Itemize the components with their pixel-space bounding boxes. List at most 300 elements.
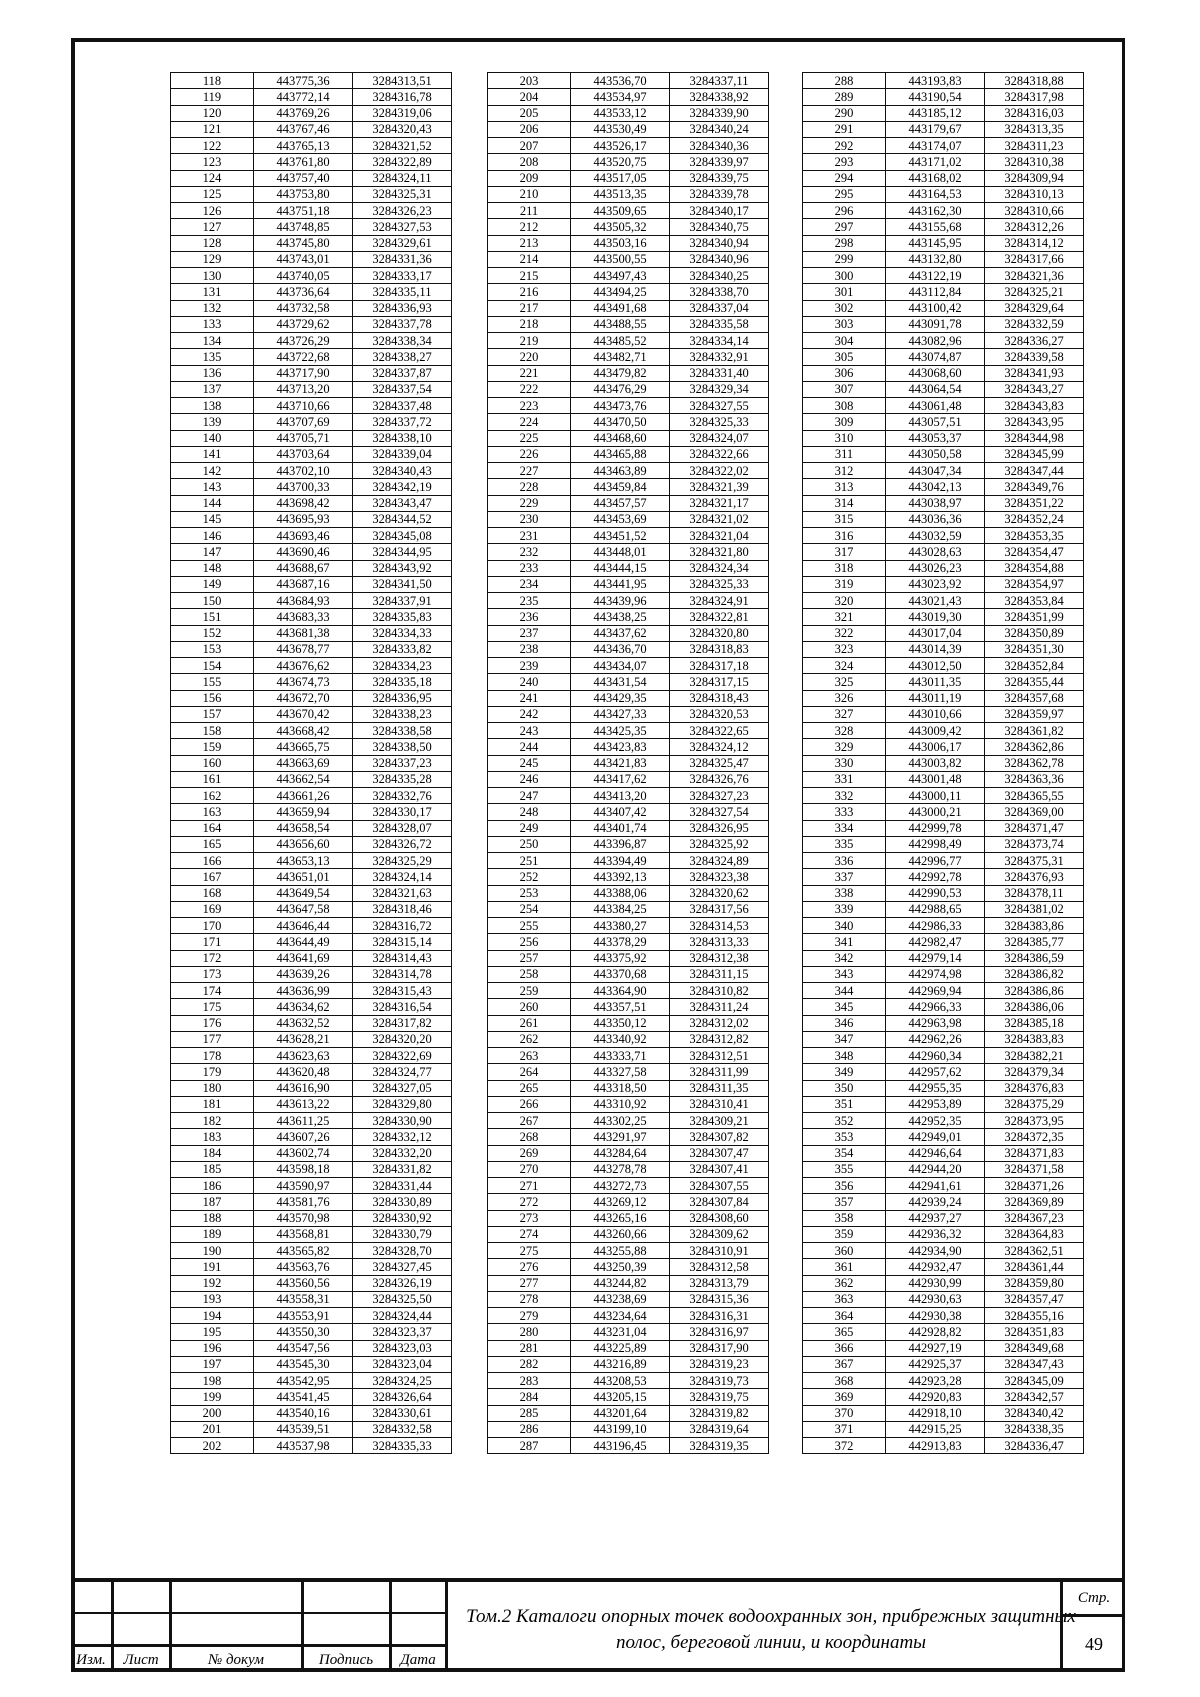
table-row [803,934,1084,950]
table-row [488,138,769,154]
x-coordinate-cell: 443388,06 [571,885,670,901]
y-coordinate-cell: 3284386,06 [985,999,1084,1015]
y-coordinate-cell: 3284347,43 [985,1356,1084,1372]
y-coordinate-cell: 3284338,35 [985,1421,1084,1437]
y-coordinate-cell: 3284367,23 [985,1210,1084,1226]
point-number-cell: 167 [171,869,254,885]
x-coordinate-cell: 442979,14 [886,950,985,966]
y-coordinate-cell: 3284308,60 [670,1210,769,1226]
point-number-cell: 324 [803,658,886,674]
table-row [803,869,1084,885]
x-coordinate-cell: 443526,17 [571,138,670,154]
x-coordinate-cell: 443272,73 [571,1178,670,1194]
y-coordinate-cell: 3284344,98 [985,430,1084,446]
y-coordinate-cell: 3284317,66 [985,251,1084,267]
table-row [171,203,452,219]
y-coordinate-cell: 3284316,54 [353,999,452,1015]
table-row [488,966,769,982]
point-number-cell: 263 [488,1048,571,1064]
point-number-cell: 193 [171,1291,254,1307]
x-coordinate-cell: 443722,68 [254,349,353,365]
table-row [171,885,452,901]
table-row [488,1275,769,1291]
x-coordinate-cell: 442939,24 [886,1194,985,1210]
y-coordinate-cell: 3284338,50 [353,739,452,755]
x-coordinate-cell: 443541,45 [254,1389,353,1405]
y-coordinate-cell: 3284340,17 [670,203,769,219]
y-coordinate-cell: 3284351,30 [985,641,1084,657]
y-coordinate-cell: 3284383,83 [985,1031,1084,1047]
y-coordinate-cell: 3284343,83 [985,398,1084,414]
table-row [171,73,452,89]
x-coordinate-cell: 443563,76 [254,1259,353,1275]
y-coordinate-cell: 3284326,23 [353,203,452,219]
x-coordinate-cell: 443112,84 [886,284,985,300]
table-row [488,918,769,934]
table-row [488,544,769,560]
point-number-cell: 130 [171,268,254,284]
y-coordinate-cell: 3284336,47 [985,1438,1084,1454]
table-row [488,1389,769,1405]
point-number-cell: 311 [803,446,886,462]
point-number-cell: 351 [803,1096,886,1112]
x-coordinate-cell: 443350,12 [571,1015,670,1031]
point-number-cell: 277 [488,1275,571,1291]
y-coordinate-cell: 3284341,93 [985,365,1084,381]
x-coordinate-cell: 443396,87 [571,836,670,852]
point-number-cell: 259 [488,983,571,999]
point-number-cell: 190 [171,1243,254,1259]
table-row [488,560,769,576]
x-coordinate-cell: 443703,64 [254,446,353,462]
point-number-cell: 350 [803,1080,886,1096]
y-coordinate-cell: 3284357,68 [985,690,1084,706]
point-number-cell: 262 [488,1031,571,1047]
y-coordinate-cell: 3284376,93 [985,869,1084,885]
x-coordinate-cell: 442996,77 [886,853,985,869]
point-number-cell: 243 [488,723,571,739]
document-title: Том.2 Каталоги опорных точек водоохранных зон, прибрежных защитных полос, береговой линии, и координаты [466,1606,1076,1653]
table-row [488,333,769,349]
y-coordinate-cell: 3284317,18 [670,658,769,674]
point-number-cell: 217 [488,300,571,316]
x-coordinate-cell: 443751,18 [254,203,353,219]
table-row [803,154,1084,170]
table-row [488,203,769,219]
y-coordinate-cell: 3284362,86 [985,739,1084,755]
point-number-cell: 125 [171,186,254,202]
x-coordinate-cell: 443517,05 [571,170,670,186]
x-coordinate-cell: 443565,82 [254,1243,353,1259]
point-number-cell: 147 [171,544,254,560]
table-row [488,999,769,1015]
point-number-cell: 299 [803,251,886,267]
point-number-cell: 208 [488,154,571,170]
point-number-cell: 164 [171,820,254,836]
table-row [171,836,452,852]
point-number-cell: 353 [803,1129,886,1145]
point-number-cell: 249 [488,820,571,836]
point-number-cell: 340 [803,918,886,934]
table-row [488,446,769,462]
y-coordinate-cell: 3284330,90 [353,1113,452,1129]
point-number-cell: 146 [171,528,254,544]
y-coordinate-cell: 3284339,04 [353,446,452,462]
table-row [803,1340,1084,1356]
point-number-cell: 173 [171,966,254,982]
table-row [171,1275,452,1291]
x-coordinate-cell: 443155,68 [886,219,985,235]
table-row [488,609,769,625]
point-number-cell: 119 [171,89,254,105]
x-coordinate-cell: 443775,36 [254,73,353,89]
point-number-cell: 176 [171,1015,254,1031]
point-number-cell: 227 [488,463,571,479]
table-row [171,300,452,316]
point-number-cell: 179 [171,1064,254,1080]
x-coordinate-cell: 443683,33 [254,609,353,625]
x-coordinate-cell: 443255,88 [571,1243,670,1259]
table-row [803,138,1084,154]
table-row [488,983,769,999]
y-coordinate-cell: 3284324,07 [670,430,769,446]
table-row [488,1243,769,1259]
point-number-cell: 183 [171,1129,254,1145]
table-row [171,349,452,365]
y-coordinate-cell: 3284311,35 [670,1080,769,1096]
x-coordinate-cell: 442962,26 [886,1031,985,1047]
y-coordinate-cell: 3284371,58 [985,1161,1084,1177]
coordinates-table-2 [487,72,769,1454]
table-row [171,1113,452,1129]
x-coordinate-cell: 443190,54 [886,89,985,105]
point-number-cell: 157 [171,706,254,722]
y-coordinate-cell: 3284337,23 [353,755,452,771]
y-coordinate-cell: 3284363,36 [985,771,1084,787]
x-coordinate-cell: 443193,83 [886,73,985,89]
x-coordinate-cell: 443441,95 [571,576,670,592]
point-number-cell: 345 [803,999,886,1015]
table-row [171,154,452,170]
point-number-cell: 245 [488,755,571,771]
x-coordinate-cell: 443649,54 [254,885,353,901]
point-number-cell: 254 [488,901,571,917]
x-coordinate-cell: 443705,71 [254,430,353,446]
y-coordinate-cell: 3284382,21 [985,1048,1084,1064]
x-coordinate-cell: 443205,15 [571,1389,670,1405]
table-row [803,1291,1084,1307]
table-row [171,170,452,186]
point-number-cell: 225 [488,430,571,446]
y-coordinate-cell: 3284310,66 [985,203,1084,219]
point-number-cell: 278 [488,1291,571,1307]
point-number-cell: 310 [803,430,886,446]
x-coordinate-cell: 443064,54 [886,381,985,397]
y-coordinate-cell: 3284375,29 [985,1096,1084,1112]
point-number-cell: 270 [488,1161,571,1177]
x-coordinate-cell: 442990,53 [886,885,985,901]
table-row [803,1373,1084,1389]
y-coordinate-cell: 3284350,89 [985,625,1084,641]
point-number-cell: 126 [171,203,254,219]
x-coordinate-cell: 442930,63 [886,1291,985,1307]
x-coordinate-cell: 443375,92 [571,950,670,966]
x-coordinate-cell: 443717,90 [254,365,353,381]
table-row [488,235,769,251]
point-number-cell: 118 [171,73,254,89]
x-coordinate-cell: 443244,82 [571,1275,670,1291]
x-coordinate-cell: 443674,73 [254,674,353,690]
x-coordinate-cell: 443545,30 [254,1356,353,1372]
table-row [803,170,1084,186]
table-row [488,89,769,105]
y-coordinate-cell: 3284329,64 [985,300,1084,316]
point-number-cell: 248 [488,804,571,820]
y-coordinate-cell: 3284340,43 [353,463,452,479]
y-coordinate-cell: 3284312,38 [670,950,769,966]
x-coordinate-cell: 443057,51 [886,414,985,430]
y-coordinate-cell: 3284335,33 [353,1438,452,1454]
y-coordinate-cell: 3284315,36 [670,1291,769,1307]
point-number-cell: 194 [171,1308,254,1324]
x-coordinate-cell: 443568,81 [254,1226,353,1242]
y-coordinate-cell: 3284332,20 [353,1145,452,1161]
table-row [803,528,1084,544]
table-row [488,593,769,609]
y-coordinate-cell: 3284313,33 [670,934,769,950]
point-number-cell: 302 [803,300,886,316]
point-number-cell: 292 [803,138,886,154]
y-coordinate-cell: 3284326,72 [353,836,452,852]
y-coordinate-cell: 3284336,27 [985,333,1084,349]
x-coordinate-cell: 443370,68 [571,966,670,982]
table-row [171,1161,452,1177]
point-number-cell: 220 [488,349,571,365]
x-coordinate-cell: 442925,37 [886,1356,985,1372]
table-row [488,1145,769,1161]
y-coordinate-cell: 3284325,50 [353,1291,452,1307]
x-coordinate-cell: 443196,45 [571,1438,670,1454]
table-row [803,641,1084,657]
point-number-cell: 287 [488,1438,571,1454]
point-number-cell: 209 [488,170,571,186]
table-row [488,1161,769,1177]
table-row [171,723,452,739]
x-coordinate-cell: 443278,78 [571,1161,670,1177]
point-number-cell: 284 [488,1389,571,1405]
table-row [803,1356,1084,1372]
x-coordinate-cell: 442930,99 [886,1275,985,1291]
x-coordinate-cell: 443265,16 [571,1210,670,1226]
table-row [171,446,452,462]
point-number-cell: 175 [171,999,254,1015]
point-number-cell: 337 [803,869,886,885]
x-coordinate-cell: 443023,92 [886,576,985,592]
y-coordinate-cell: 3284362,78 [985,755,1084,771]
page-label: Стр. [1077,1590,1111,1606]
y-coordinate-cell: 3284317,98 [985,89,1084,105]
point-number-cell: 155 [171,674,254,690]
x-coordinate-cell: 443494,25 [571,284,670,300]
x-coordinate-cell: 443384,25 [571,901,670,917]
point-number-cell: 134 [171,333,254,349]
y-coordinate-cell: 3284314,43 [353,950,452,966]
point-number-cell: 160 [171,755,254,771]
x-coordinate-cell: 443260,66 [571,1226,670,1242]
table-row [171,1048,452,1064]
table-row [488,1048,769,1064]
point-number-cell: 228 [488,479,571,495]
x-coordinate-cell: 443644,49 [254,934,353,950]
table-row [171,1031,452,1047]
y-coordinate-cell: 3284332,58 [353,1421,452,1437]
y-coordinate-cell: 3284315,14 [353,934,452,950]
x-coordinate-cell: 443082,96 [886,333,985,349]
y-coordinate-cell: 3284340,42 [985,1405,1084,1421]
point-number-cell: 121 [171,121,254,137]
x-coordinate-cell: 443547,56 [254,1340,353,1356]
point-number-cell: 339 [803,901,886,917]
y-coordinate-cell: 3284359,97 [985,706,1084,722]
table-row [171,479,452,495]
x-coordinate-cell: 443503,16 [571,235,670,251]
y-coordinate-cell: 3284351,83 [985,1324,1084,1340]
table-row [171,966,452,982]
point-number-cell: 320 [803,593,886,609]
table-row [171,1291,452,1307]
point-number-cell: 189 [171,1226,254,1242]
y-coordinate-cell: 3284353,35 [985,528,1084,544]
point-number-cell: 177 [171,1031,254,1047]
point-number-cell: 343 [803,966,886,982]
x-coordinate-cell: 442969,94 [886,983,985,999]
x-coordinate-cell: 443698,42 [254,495,353,511]
y-coordinate-cell: 3284349,68 [985,1340,1084,1356]
point-number-cell: 360 [803,1243,886,1259]
y-coordinate-cell: 3284327,54 [670,804,769,820]
table-row [803,1113,1084,1129]
y-coordinate-cell: 3284337,11 [670,73,769,89]
x-coordinate-cell: 443451,52 [571,528,670,544]
point-number-cell: 145 [171,511,254,527]
point-number-cell: 328 [803,723,886,739]
x-coordinate-cell: 442936,32 [886,1226,985,1242]
y-coordinate-cell: 3284319,75 [670,1389,769,1405]
table-row [488,1210,769,1226]
x-coordinate-cell: 443238,69 [571,1291,670,1307]
point-number-cell: 132 [171,300,254,316]
x-coordinate-cell: 443174,07 [886,138,985,154]
x-coordinate-cell: 443702,10 [254,463,353,479]
x-coordinate-cell: 443581,76 [254,1194,353,1210]
x-coordinate-cell: 443310,92 [571,1096,670,1112]
point-number-cell: 368 [803,1373,886,1389]
table-row [171,983,452,999]
table-row [171,771,452,787]
stamp-label-doc-no: № докум [208,1652,264,1668]
table-row [803,365,1084,381]
point-number-cell: 185 [171,1161,254,1177]
y-coordinate-cell: 3284332,76 [353,788,452,804]
table-row [488,170,769,186]
y-coordinate-cell: 3284343,95 [985,414,1084,430]
table-row [488,804,769,820]
table-row [488,1194,769,1210]
x-coordinate-cell: 443634,62 [254,999,353,1015]
x-coordinate-cell: 443676,62 [254,658,353,674]
table-row [803,1178,1084,1194]
y-coordinate-cell: 3284338,34 [353,333,452,349]
table-row [488,1324,769,1340]
point-number-cell: 124 [171,170,254,186]
y-coordinate-cell: 3284338,70 [670,284,769,300]
point-number-cell: 309 [803,414,886,430]
table-row [803,511,1084,527]
y-coordinate-cell: 3284329,61 [353,235,452,251]
table-row [488,690,769,706]
y-coordinate-cell: 3284316,03 [985,105,1084,121]
y-coordinate-cell: 3284326,64 [353,1389,452,1405]
y-coordinate-cell: 3284325,92 [670,836,769,852]
y-coordinate-cell: 3284386,59 [985,950,1084,966]
x-coordinate-cell: 443132,80 [886,251,985,267]
point-number-cell: 330 [803,755,886,771]
table-row [803,121,1084,137]
table-row [488,1405,769,1421]
table-row [803,593,1084,609]
table-row [803,300,1084,316]
table-row [171,999,452,1015]
point-number-cell: 131 [171,284,254,300]
point-number-cell: 252 [488,869,571,885]
y-coordinate-cell: 3284339,75 [670,170,769,186]
y-coordinate-cell: 3284334,23 [353,658,452,674]
y-coordinate-cell: 3284317,56 [670,901,769,917]
point-number-cell: 236 [488,609,571,625]
x-coordinate-cell: 443050,58 [886,446,985,462]
x-coordinate-cell: 443014,39 [886,641,985,657]
point-number-cell: 266 [488,1096,571,1112]
point-number-cell: 165 [171,836,254,852]
table-row [803,918,1084,934]
point-number-cell: 253 [488,885,571,901]
point-number-cell: 162 [171,788,254,804]
y-coordinate-cell: 3284319,82 [670,1405,769,1421]
point-number-cell: 178 [171,1048,254,1064]
y-coordinate-cell: 3284337,72 [353,414,452,430]
point-number-cell: 196 [171,1340,254,1356]
table-row [171,414,452,430]
x-coordinate-cell: 443620,48 [254,1064,353,1080]
point-number-cell: 212 [488,219,571,235]
y-coordinate-cell: 3284327,45 [353,1259,452,1275]
x-coordinate-cell: 443053,37 [886,430,985,446]
point-number-cell: 291 [803,121,886,137]
x-coordinate-cell: 443401,74 [571,820,670,836]
table-row [803,219,1084,235]
y-coordinate-cell: 3284340,96 [670,251,769,267]
table-row [171,1259,452,1275]
page-number: 49 [1085,1634,1103,1654]
point-number-cell: 244 [488,739,571,755]
x-coordinate-cell: 442955,35 [886,1080,985,1096]
table-row [803,1259,1084,1275]
table-row [171,121,452,137]
table-row [171,593,452,609]
x-coordinate-cell: 443436,70 [571,641,670,657]
x-coordinate-cell: 443623,63 [254,1048,353,1064]
point-number-cell: 297 [803,219,886,235]
